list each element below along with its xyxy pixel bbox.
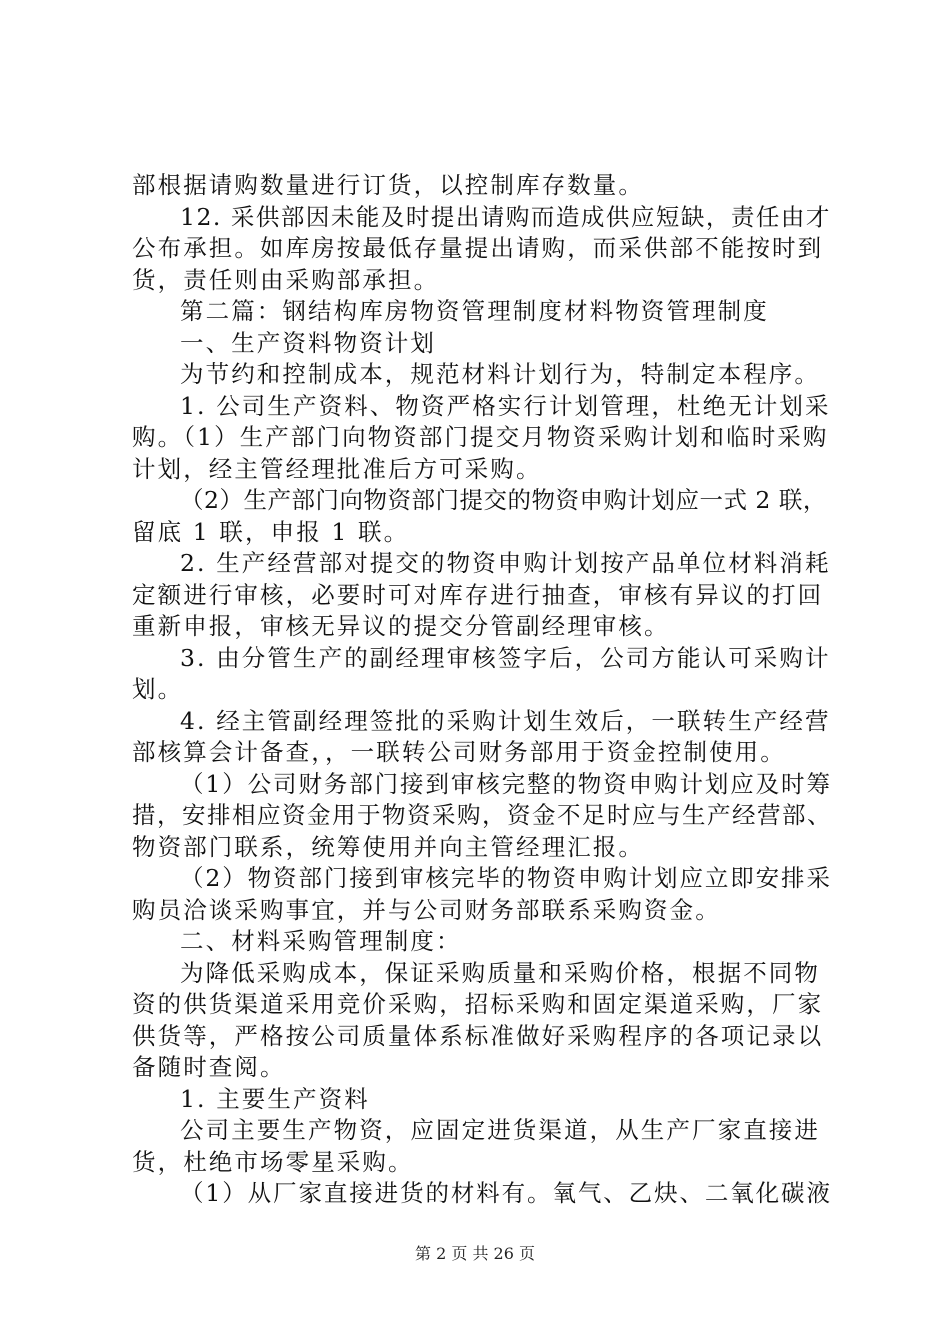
text-line: 部核算会计备查，，一联转公司财务部用于资金控制使用。 xyxy=(132,738,786,766)
text-line: 计划，经主管经理批准后方可采购。 xyxy=(132,454,542,483)
text-line: 2. 生产经营部对提交的物资申购计划按产品单位材料消耗 xyxy=(180,549,831,577)
page-footer: 第 2 页 共 26 页 xyxy=(415,1244,535,1263)
text-line: 为节约和控制成本，规范材料计划行为，特制定本程序。 xyxy=(180,360,820,388)
document-body xyxy=(132,170,832,1210)
text-line: 留底 1 联，申报 1 联。 xyxy=(132,517,410,546)
text-line: 划。 xyxy=(132,675,184,703)
text-line: 公布承担。如库房按最低存量提出请购，而采供部不能按时到 xyxy=(132,234,824,262)
text-line: 3. 由分管生产的副经理审核签字后，公司方能认可采购计 xyxy=(180,643,831,672)
text-line: 部根据请购数量进行订货，以控制库存数量。 xyxy=(132,171,644,199)
text-line: 措，安排相应资金用于物资采购，资金不足时应与生产经营部、 xyxy=(132,801,832,829)
text-line: 货，责任则由采购部承担。 xyxy=(132,265,440,294)
text-line: 1. 主要生产资料 xyxy=(180,1084,370,1113)
text-line: 备随时查阅。 xyxy=(132,1053,286,1081)
text-line: （1）从厂家直接进货的材料有。氧气、乙炔、二氧化碳液 xyxy=(180,1179,832,1207)
text-line: 第二篇：钢结构库房物资管理制度材料物资管理制度 xyxy=(180,297,769,325)
text-line: 12. 采供部因未能及时提出请购而造成供应短缺，责任由才 xyxy=(180,202,831,231)
text-line: 重新申报，审核无异议的提交分管副经理审核。 xyxy=(132,612,670,640)
text-line: 货，杜绝市场零星采购。 xyxy=(132,1147,414,1176)
text-line: （1）公司财务部门接到审核完整的物资申购计划应及时筹 xyxy=(180,769,832,798)
text-line: 公司主要生产物资，应固定进货渠道，从生产厂家直接进 xyxy=(180,1116,820,1144)
text-line: 一、生产资料物资计划 xyxy=(180,328,436,357)
text-line: 购。（1）生产部门向物资部门提交月物资采购计划和临时采购 xyxy=(132,423,829,451)
text-line: （2）物资部门接到审核完毕的物资申购计划应立即安排采 xyxy=(180,864,832,892)
text-line: 物资部门联系，统筹使用并向主管经理汇报。 xyxy=(132,832,644,861)
text-line: （2）生产部门向物资部门提交的物资申购计划应一式 2 联， xyxy=(180,486,827,514)
text-line: 为降低采购成本，保证采购质量和采购价格，根据不同物 xyxy=(180,958,820,987)
text-line: 定额进行审核，必要时可对库存进行抽查，审核有异议的打回 xyxy=(132,580,824,609)
text-line: 二、材料采购管理制度： xyxy=(180,927,462,955)
text-line: 购员洽谈采购事宜，并与公司财务部联系采购资金。 xyxy=(132,895,721,924)
text-line: 资的供货渠道采用竞价采购，招标采购和固定渠道采购，厂家 xyxy=(132,990,824,1018)
text-line: 4. 经主管副经理签批的采购计划生效后，一联转生产经营 xyxy=(180,706,831,735)
text-line: 供货等，严格按公司质量体系标准做好采购程序的各项记录以 xyxy=(132,1021,824,1050)
text-line: 1. 公司生产资料、物资严格实行计划管理，杜绝无计划采 xyxy=(180,391,831,420)
